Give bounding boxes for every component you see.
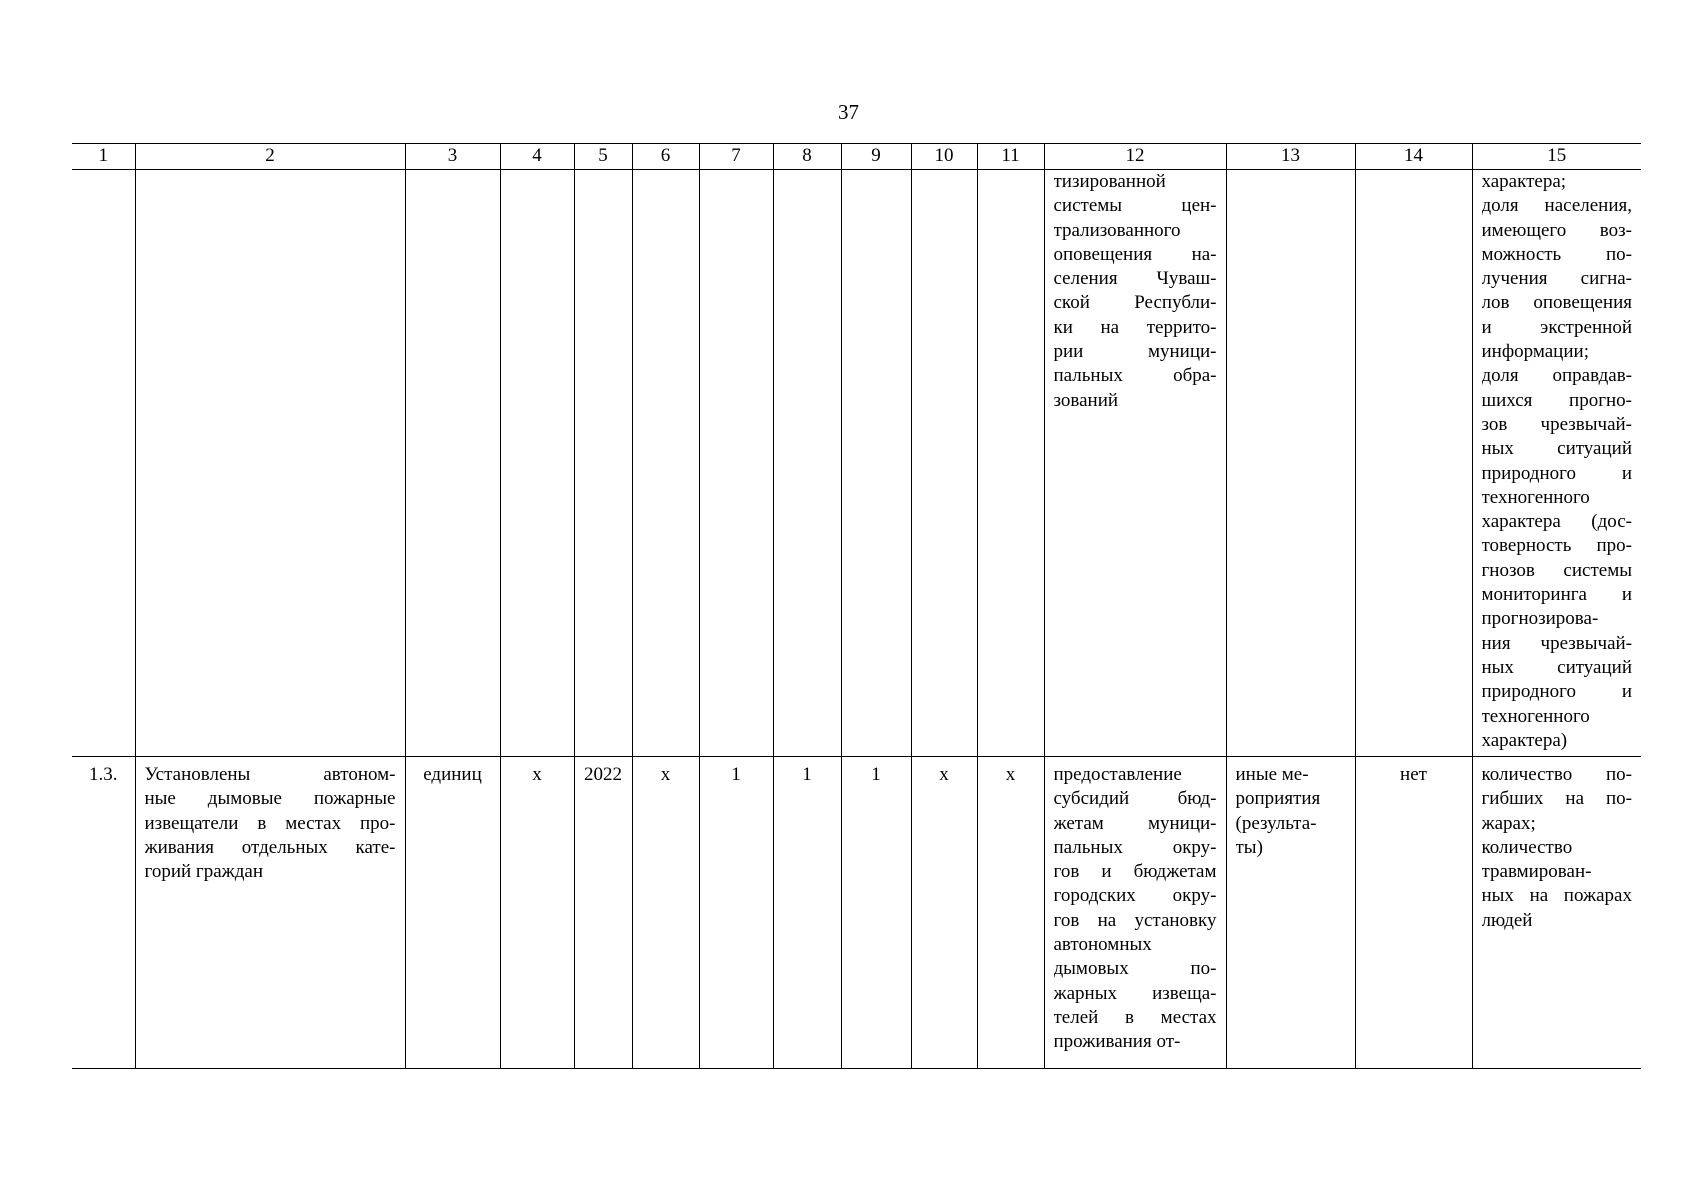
- text-line: ской Республи-: [1053, 292, 1217, 314]
- text-line: жарах;: [1481, 812, 1536, 834]
- header-col-5: 5: [574, 144, 632, 170]
- cell-empty: [773, 170, 841, 757]
- text-lines: [1236, 763, 1346, 860]
- cell-indicators-text: [1472, 757, 1641, 1069]
- text-line: травмирован-: [1481, 861, 1592, 883]
- cell-type-text: [1226, 757, 1355, 1069]
- text-line: информации;: [1481, 341, 1589, 363]
- header-col-11: 11: [977, 144, 1044, 170]
- text-line: ных ситуаций: [1481, 438, 1632, 460]
- text-line: пальных окру-: [1053, 836, 1217, 858]
- text-line: доля населения,: [1481, 195, 1632, 217]
- cell-result-name: [135, 757, 405, 1069]
- text-line: мониторинга и: [1481, 584, 1632, 606]
- text-line: жетам муници-: [1053, 812, 1217, 834]
- cell-col-11: х: [977, 757, 1044, 1069]
- text-line: (результа-: [1235, 812, 1317, 834]
- text-line: субсидий бюд-: [1053, 788, 1217, 810]
- text-line: дымовых по-: [1053, 958, 1217, 980]
- text-lines: [145, 763, 396, 884]
- header-col-10: 10: [911, 144, 977, 170]
- text-line: ных на пожарах: [1481, 885, 1632, 907]
- text-line: шихся прогно-: [1481, 389, 1632, 411]
- text-line: людей: [1481, 909, 1533, 931]
- text-line: зов чрезвычай-: [1481, 413, 1632, 435]
- text-line: ния чрезвычай-: [1481, 632, 1632, 654]
- text-line: лучения сигна-: [1481, 268, 1632, 290]
- text-line: рии муници-: [1053, 341, 1217, 363]
- text-lines: [1054, 170, 1217, 413]
- text-line: гнозов системы: [1481, 559, 1632, 581]
- cell-col-10: х: [911, 757, 977, 1069]
- cell-col-8: 1: [773, 757, 841, 1069]
- cell-empty: [1355, 170, 1472, 757]
- text-line: оповещения на-: [1053, 243, 1217, 265]
- text-line: селения Чуваш-: [1053, 268, 1217, 290]
- cell-row-number: 1.3.: [72, 757, 135, 1069]
- cell-measure-text: [1044, 757, 1226, 1069]
- cell-empty: [632, 170, 699, 757]
- text-line: ки на террито-: [1053, 316, 1217, 338]
- text-line: характера (дос-: [1481, 511, 1632, 533]
- header-col-9: 9: [841, 144, 911, 170]
- text-lines: [1054, 763, 1217, 1055]
- cell-empty: [135, 170, 405, 757]
- cell-empty: [977, 170, 1044, 757]
- cell-col-9: 1: [841, 757, 911, 1069]
- cell-empty: [841, 170, 911, 757]
- text-line: автономных: [1053, 934, 1152, 956]
- text-line: жарных извеща-: [1053, 982, 1217, 1004]
- text-line: гов на установку: [1053, 909, 1217, 931]
- table-row-1-3: [72, 757, 1641, 1069]
- cell-continuation-indicators-text: [1472, 170, 1641, 757]
- text-line: техногенного: [1481, 486, 1590, 508]
- text-line: гибших на по-: [1481, 788, 1632, 810]
- header-col-12: 12: [1044, 144, 1226, 170]
- text-line: техногенного: [1481, 705, 1590, 727]
- header-row: [72, 144, 1641, 170]
- text-line: ные дымовые пожарные: [144, 788, 396, 810]
- text-line: количество: [1481, 836, 1573, 858]
- text-line: зований: [1053, 389, 1119, 411]
- text-line: системы цен-: [1053, 195, 1217, 217]
- cell-empty: [500, 170, 574, 757]
- text-line: и экстренной: [1481, 316, 1632, 338]
- header-col-13: 13: [1226, 144, 1355, 170]
- cell-empty: [911, 170, 977, 757]
- text-line: природного и: [1481, 681, 1632, 703]
- text-line: гов и бюджетам: [1053, 861, 1217, 883]
- header-col-3: 3: [405, 144, 500, 170]
- text-line: ных ситуаций: [1481, 656, 1632, 678]
- text-line: прогнозирова-: [1481, 608, 1599, 630]
- text-lines: [1482, 763, 1633, 933]
- text-line: извещатели в местах про-: [144, 812, 396, 834]
- table-row-continuation: [72, 170, 1641, 757]
- cell-empty: [1226, 170, 1355, 757]
- cell-unit: единиц: [405, 757, 500, 1069]
- text-line: городских окру-: [1053, 885, 1217, 907]
- cell-empty: [72, 170, 135, 757]
- cell-continuation-measure-text: [1044, 170, 1226, 757]
- text-line: трализованного: [1053, 219, 1181, 241]
- header-col-14: 14: [1355, 144, 1472, 170]
- text-line: проживания от-: [1053, 1031, 1181, 1053]
- text-line: роприятия: [1235, 788, 1321, 810]
- header-col-8: 8: [773, 144, 841, 170]
- text-line: пальных обра-: [1053, 365, 1217, 387]
- text-line: характера;: [1481, 171, 1567, 192]
- text-line: доля оправдав-: [1481, 365, 1632, 387]
- text-line: товерность про-: [1481, 535, 1632, 557]
- text-line: можность по-: [1481, 243, 1632, 265]
- cell-col-14: нет: [1355, 757, 1472, 1069]
- cell-year: 2022: [574, 757, 632, 1069]
- text-line: ты): [1235, 836, 1263, 858]
- cell-empty: [405, 170, 500, 757]
- cell-col-6: х: [632, 757, 699, 1069]
- cell-empty: [574, 170, 632, 757]
- text-line: количество по-: [1481, 764, 1632, 785]
- cell-col-7: 1: [699, 757, 773, 1069]
- header-col-1: 1: [72, 144, 135, 170]
- text-line: живания отдельных кате-: [144, 836, 396, 858]
- data-table: [72, 143, 1641, 1069]
- text-line: предоставление: [1053, 764, 1182, 785]
- header-col-7: 7: [699, 144, 773, 170]
- text-line: иные ме-: [1235, 764, 1309, 785]
- text-line: имеющего воз-: [1481, 219, 1632, 241]
- text-lines: [1482, 170, 1633, 753]
- header-col-4: 4: [500, 144, 574, 170]
- text-line: лов оповещения: [1481, 292, 1632, 314]
- page-number: 37: [838, 100, 859, 124]
- text-line: характера): [1481, 729, 1568, 751]
- text-line: природного и: [1481, 462, 1632, 484]
- cell-empty: [699, 170, 773, 757]
- header-col-15: 15: [1472, 144, 1641, 170]
- header-col-2: 2: [135, 144, 405, 170]
- text-line: Установлены автоном-: [144, 764, 396, 785]
- text-line: горий граждан: [144, 861, 264, 883]
- header-col-6: 6: [632, 144, 699, 170]
- text-line: тизированной: [1053, 171, 1166, 192]
- cell-col-4: х: [500, 757, 574, 1069]
- text-line: телей в местах: [1053, 1006, 1217, 1028]
